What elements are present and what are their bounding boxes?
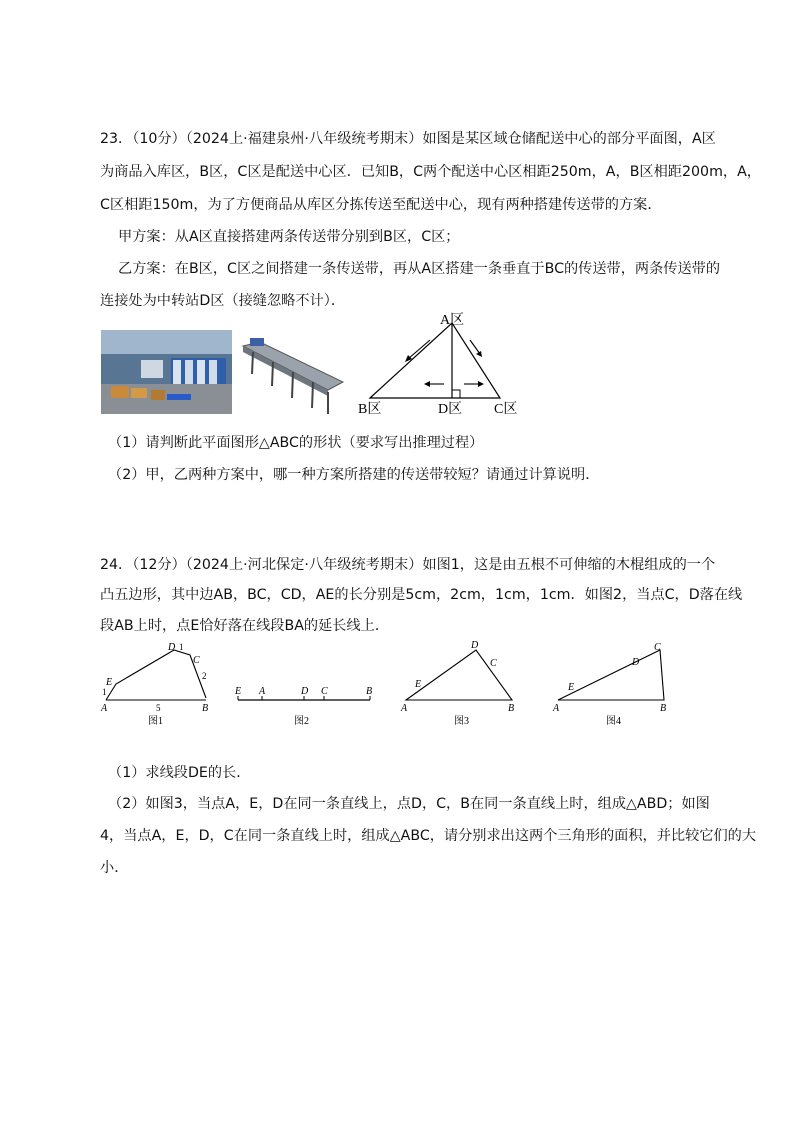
label-d-zone: D区 <box>438 402 463 417</box>
figure-1-pentagon <box>98 640 218 730</box>
q23-line-3: C区相距150m，为了方便商品从库区分拣传送至配送中心，现有两种搭建传送带的方案． <box>100 197 662 213</box>
triangle-abc-diagram <box>352 310 532 418</box>
figure-3-triangle-abd <box>398 638 523 730</box>
fig3-pt-b: B <box>508 703 515 714</box>
q23-line-1: 23．（10分）（2024上·福建泉州·八年级统考期末）如图是某区域仓储配送中心的部分平面图，A区 <box>100 131 716 147</box>
fig3-pt-a: A <box>401 703 408 714</box>
fig4-caption: 图4 <box>606 716 621 727</box>
fig2-pt-d: D <box>301 686 309 697</box>
label-a-zone: A区 <box>440 313 465 328</box>
fig1-len-cd: 1 <box>179 642 184 652</box>
fig4-pt-a: A <box>553 703 560 714</box>
fig1-caption: 图1 <box>148 716 163 727</box>
q23-sub1: （1）请判断此平面图形△ABC的形状（要求写出推理过程） <box>108 435 484 451</box>
fig3-caption: 图3 <box>454 716 469 727</box>
fig1-pt-b: B <box>202 703 209 714</box>
fig1-pt-d: D <box>168 642 176 653</box>
figure-2-segment <box>232 680 377 730</box>
fig3-pt-e: E <box>415 679 422 690</box>
q24-sub2-line-3: 小． <box>100 860 129 876</box>
fig3-pt-d: D <box>471 640 479 651</box>
fig4-pt-e: E <box>568 682 575 693</box>
fig4-pt-c: C <box>654 642 661 653</box>
fig1-len-bc: 2 <box>202 671 207 681</box>
fig1-pt-c: C <box>193 655 200 666</box>
fig1-len-ae: 1 <box>102 687 107 697</box>
fig2-pt-c: C <box>321 686 328 697</box>
q24-line-1: 24．（12分）（2024上·河北保定·八年级统考期末）如图1，这是由五根不可伸缩的木棍组成的一个 <box>100 557 716 573</box>
warehouse-photo <box>101 330 232 414</box>
q23-line-6: 连接处为中转站D区（接缝忽略不计）． <box>100 293 346 309</box>
q24-sub1: （1）求线段DE的长． <box>108 765 251 781</box>
q24-line-3: 段AB上时，点E恰好落在线段BA的延长线上． <box>100 618 390 634</box>
label-c-zone: C区 <box>494 402 518 417</box>
fig1-pt-a: A <box>101 703 108 714</box>
fig4-pt-b: B <box>660 703 667 714</box>
fig1-pt-e: E <box>106 677 113 688</box>
q23-plan-b: 乙方案：在B区，C区之间搭建一条传送带，再从A区搭建一条垂直于BC的传送带，两条传送带的 <box>118 261 721 277</box>
fig2-pt-a: A <box>259 686 266 697</box>
q23-line-2: 为商品入库区，B区，C区是配送中心区．已知B，C两个配送中心区相距250m，A，B区相距200m，A， <box>100 164 761 180</box>
q24-sub2-line-2: 4，当点A，E，D，C在同一条直线上时，组成△ABC，请分别求出这两个三角形的面积，并比较它们的大 <box>100 828 757 844</box>
label-b-zone: B区 <box>358 402 382 417</box>
fig3-pt-c: C <box>490 658 497 669</box>
fig2-pt-b: B <box>366 686 373 697</box>
q24-sub2-line-1: （2）如图3，当点A，E，D在同一条直线上，点D，C，B在同一条直线上时，组成△ABD；如图 <box>108 796 710 812</box>
figure-4-triangle-abc <box>550 640 675 730</box>
q23-plan-a: 甲方案：从A区直接搭建两条传送带分别到B区，C区； <box>118 229 460 245</box>
conveyor-photo <box>238 334 348 416</box>
fig4-pt-d: D <box>632 657 640 668</box>
fig2-caption: 图2 <box>294 716 309 727</box>
q24-line-2: 凸五边形，其中边AB，BC，CD，AE的长分别是5cm，2cm，1cm，1cm．如图2，当点C，D落在线 <box>100 587 743 603</box>
fig1-len-ab: 5 <box>156 703 161 713</box>
q23-sub2: （2）甲，乙两种方案中，哪一种方案所搭建的传送带较短？请通过计算说明． <box>108 467 600 483</box>
fig2-pt-e: E <box>235 686 242 697</box>
